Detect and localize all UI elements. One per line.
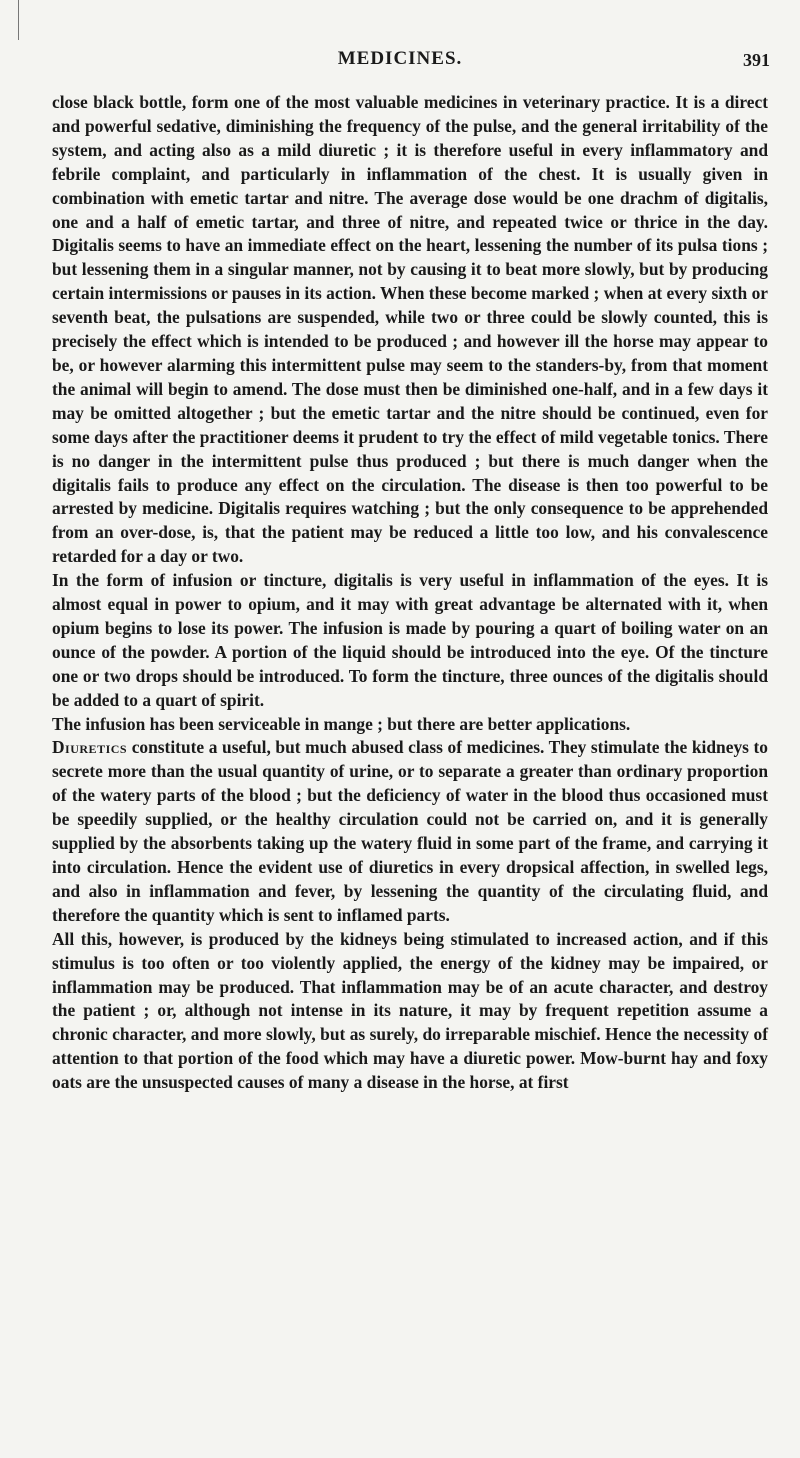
paragraph-text: The infusion has been serviceable in mange ; but there are better applications. [52,713,631,734]
body-text [52,91,768,1095]
paragraph-mange [52,713,768,737]
section-lead-term: Diuretics [52,737,128,758]
page-header [0,48,800,74]
paragraph-text: constitute a useful, but much abused class of medicines. They stimulate the kidneys to secrete more than the usual quantity of urine, or to separate a greater than ordinary proportion of the watery parts of the blood ; but the deficiency of water in the blood thus occasioned must be speedily supplied, or the healthy circulation could not be carried on, and it is generally supplied by the absorbents taking up the watery fluid in some part of the frame, and carrying it into circulation. Hence the evident use of diuretics in every dropsical affection, in swelled legs, and also in inflammation and fever, by lessening the quantity of the circulating fluid, and therefore the quantity which is sent to inflamed parts. [52,737,768,925]
paragraph-text: In the form of infusion or tincture, digitalis is very useful in inflammation of the eyes. It is almost equal in power to opium, and it may with great advantage be alternated with it, when opium begins to lose its power. The infusion is made by pouring a quart of boiling water on an ounce of the powder. A portion of the liquid should be introduced into the eye. Of the tincture one or two drops should be introduced. To form the tincture, three ounces of the digitalis should be added to a quart of spirit. [52,570,768,710]
paragraph-text: close black bottle, form one of the most valuable medicines in veterinary practice. It is a direct and powerful sedative, diminishing the frequency of the pulse, and the general irritability of the system, and acting also as a mild diuretic ; it is therefore useful in every inflammatory and febrile complaint, and particularly in inflammation of the chest. It is usually given in combination with emetic tartar and nitre. The average dose would be one drachm of digitalis, one and a half of emetic tartar, and three of nitre, and repeated twice or thrice in the day. Digitalis seems to have an immediate effect on the heart, lessening the number of its pulsa tions ; but lessening them in a singular manner, not by causing it to beat more slowly, but by producing certain intermissions or pauses in its action. When these become marked ; when at every sixth or seventh beat, the pulsations are suspended, while two or three could be slowly counted, this is precisely the effect which is intended to be produced ; and however ill the horse may appear to be, or however alarming this intermittent pulse may seem to the standers-by, from that moment the animal will begin to amend. The dose must then be diminished one-half, and in a few days it may be omitted altogether ; but the emetic tartar and the nitre should be continued, even for some days after the practitioner deems it prudent to try the effect of mild vegetable tonics. There is no danger in the intermittent pulse thus produced ; but there is much danger when the digitalis fails to produce any effect on the circulation. The disease is then too powerful to be arrested by medicine. Digitalis requires watching ; but the only consequence to be apprehended from an over-dose, is, that the patient may be reduced a little too low, and his convalescence retarded for a day or two. [52,92,768,567]
running-head: MEDICINES. [337,48,463,69]
paragraph-diuretic-risks [52,928,768,1095]
page-edge-rule [18,0,19,40]
page-number: 391 [743,50,770,70]
paragraph-digitalis-eyes [52,569,768,712]
paragraph-digitalis-effects [52,91,768,569]
paragraph-diuretics [52,736,768,927]
paragraph-text: All this, however, is produced by the kidneys being stimulated to increased action, and if this stimulus is too often or too violently applied, the energy of the kidney may be impaired, or inflammation may be produced. That inflammation may be of an acute character, and destroy the patient ; or, although not intense in its nature, it may by frequent repetition assume a chronic character, and more slowly, but as surely, do irreparable mischief. Hence the necessity of attention to that portion of the food which may have a diuretic power. Mow-burnt hay and foxy oats are the unsuspected causes of many a disease in the horse, at first [52,928,768,1093]
